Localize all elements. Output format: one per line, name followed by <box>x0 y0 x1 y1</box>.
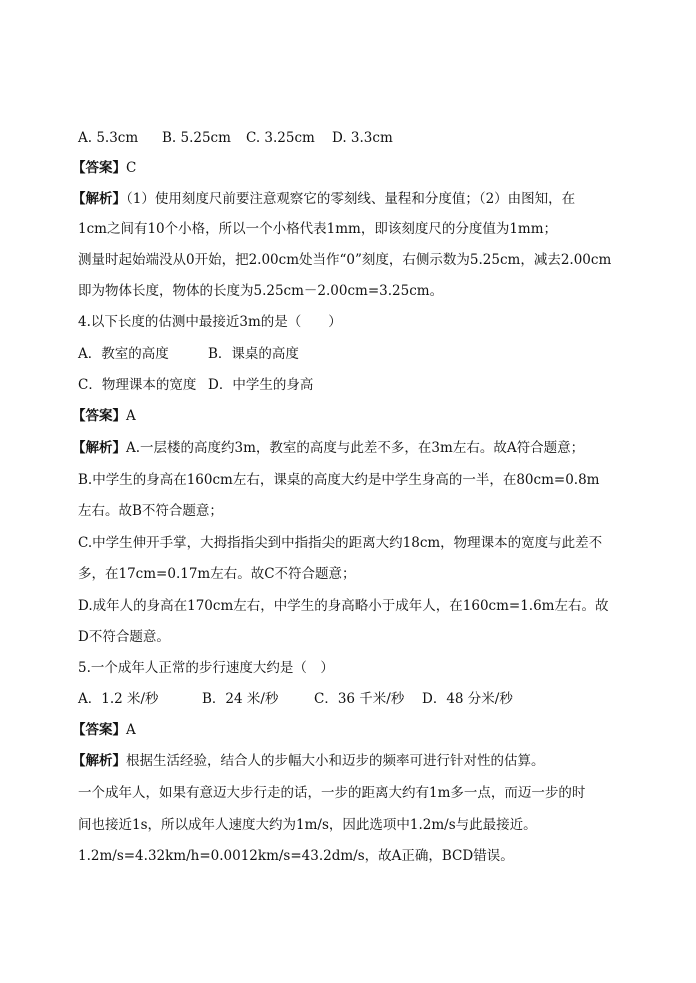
q4-options-row-1 <box>78 344 299 364</box>
analysis-label: 【解析】 <box>72 191 126 207</box>
q5-question: 5.一个成年人正常的步行速度大约是（ ） <box>78 660 334 676</box>
analysis-text: （1）使用刻度尺前要注意观察它的零刻线、量程和分度值；（2）由图知，在 <box>126 191 576 207</box>
answer-value: A <box>126 408 136 424</box>
q3-analysis-line-1 <box>72 189 575 209</box>
q5-analysis-line-3: 间也接近1s，所以成年人速度大约为1m/s，因此选项中1.2m/s与此最接近。 <box>78 817 537 833</box>
q4-analysis-line-4: C.中学生伸开手掌，大拇指指尖到中指指尖的距离大约18cm，物理课本的宽度与此差不 <box>78 535 603 551</box>
q5-option-a: A．1.2 米/秒 <box>78 691 159 707</box>
q4-answer <box>72 406 136 426</box>
q3-answer <box>72 158 136 178</box>
q4-analysis-line-5: 多，在17cm=0.17m左右。故C不符合题意； <box>78 566 356 582</box>
analysis-label: 【解析】 <box>72 440 126 456</box>
q4-option-b: B．课桌的高度 <box>208 346 299 362</box>
q3-options <box>78 128 393 148</box>
answer-label: 【答案】 <box>72 408 126 424</box>
q4-option-d: D．中学生的身高 <box>208 377 314 393</box>
q4-analysis-line-1 <box>72 438 584 458</box>
q5-option-c: C．36 千米/秒 <box>314 691 405 707</box>
q3-analysis-line-2: 1cm之间有10个小格，所以一个小格代表1mm，即该刻度尺的分度值为1mm； <box>78 221 558 237</box>
q4-analysis-line-7: D不符合题意。 <box>78 629 170 645</box>
answer-value: C <box>126 160 137 176</box>
answer-label: 【答案】 <box>72 722 126 738</box>
analysis-label: 【解析】 <box>72 753 126 769</box>
q5-option-d: D．48 分米/秒 <box>422 691 513 707</box>
answer-value: A <box>126 722 136 738</box>
answer-label: 【答案】 <box>72 160 126 176</box>
q4-option-c: C．物理课本的宽度 <box>78 377 197 393</box>
analysis-text: A.一层楼的高度约3m，教室的高度与此差不多，在3m左右。故A符合题意； <box>126 440 585 456</box>
q4-analysis-line-3: 左右。故B不符合题意； <box>78 503 223 519</box>
analysis-text: 根据生活经验，结合人的步幅大小和迈步的频率可进行针对性的估算。 <box>126 753 545 769</box>
q4-options-row-2 <box>78 375 313 395</box>
q5-analysis-line-4: 1.2m/s=4.32km/h=0.0012km/s=43.2dm/s，故A正确，BCD错误。 <box>78 848 514 864</box>
q5-answer <box>72 720 136 740</box>
q5-analysis-line-1 <box>72 751 545 771</box>
q3-option-c: C. 3.25cm <box>246 130 315 146</box>
q4-question: 4.以下长度的估测中最接近3m的是（ ） <box>78 314 342 330</box>
q3-option-d: D. 3.3cm <box>332 130 393 146</box>
q3-option-a: A. 5.3cm <box>78 130 139 146</box>
q5-option-b: B．24 米/秒 <box>202 691 279 707</box>
q3-analysis-line-3: 测量时起始端没从0开始，把2.00cm处当作“0”刻度，右侧示数为5.25cm，减去2.00cm <box>78 252 612 268</box>
q3-option-b: B. 5.25cm <box>162 130 231 146</box>
q4-option-a: A．教室的高度 <box>78 346 169 362</box>
q5-analysis-line-2: 一个成年人，如果有意迈大步行走的话，一步的距离大约有1m多一点，而迈一步的时 <box>78 785 586 801</box>
q4-analysis-line-2: B.中学生的身高在160cm左右，课桌的高度大约是中学生身高的一半，在80cm=0.8m <box>78 472 600 488</box>
q3-analysis-line-4: 即为物体长度，物体的长度为5.25cm－2.00cm=3.25cm。 <box>78 283 444 299</box>
q4-analysis-line-6: D.成年人的身高在170cm左右，中学生的身高略小于成年人，在160cm=1.6m左右。故 <box>78 598 609 614</box>
q5-options <box>78 689 513 709</box>
